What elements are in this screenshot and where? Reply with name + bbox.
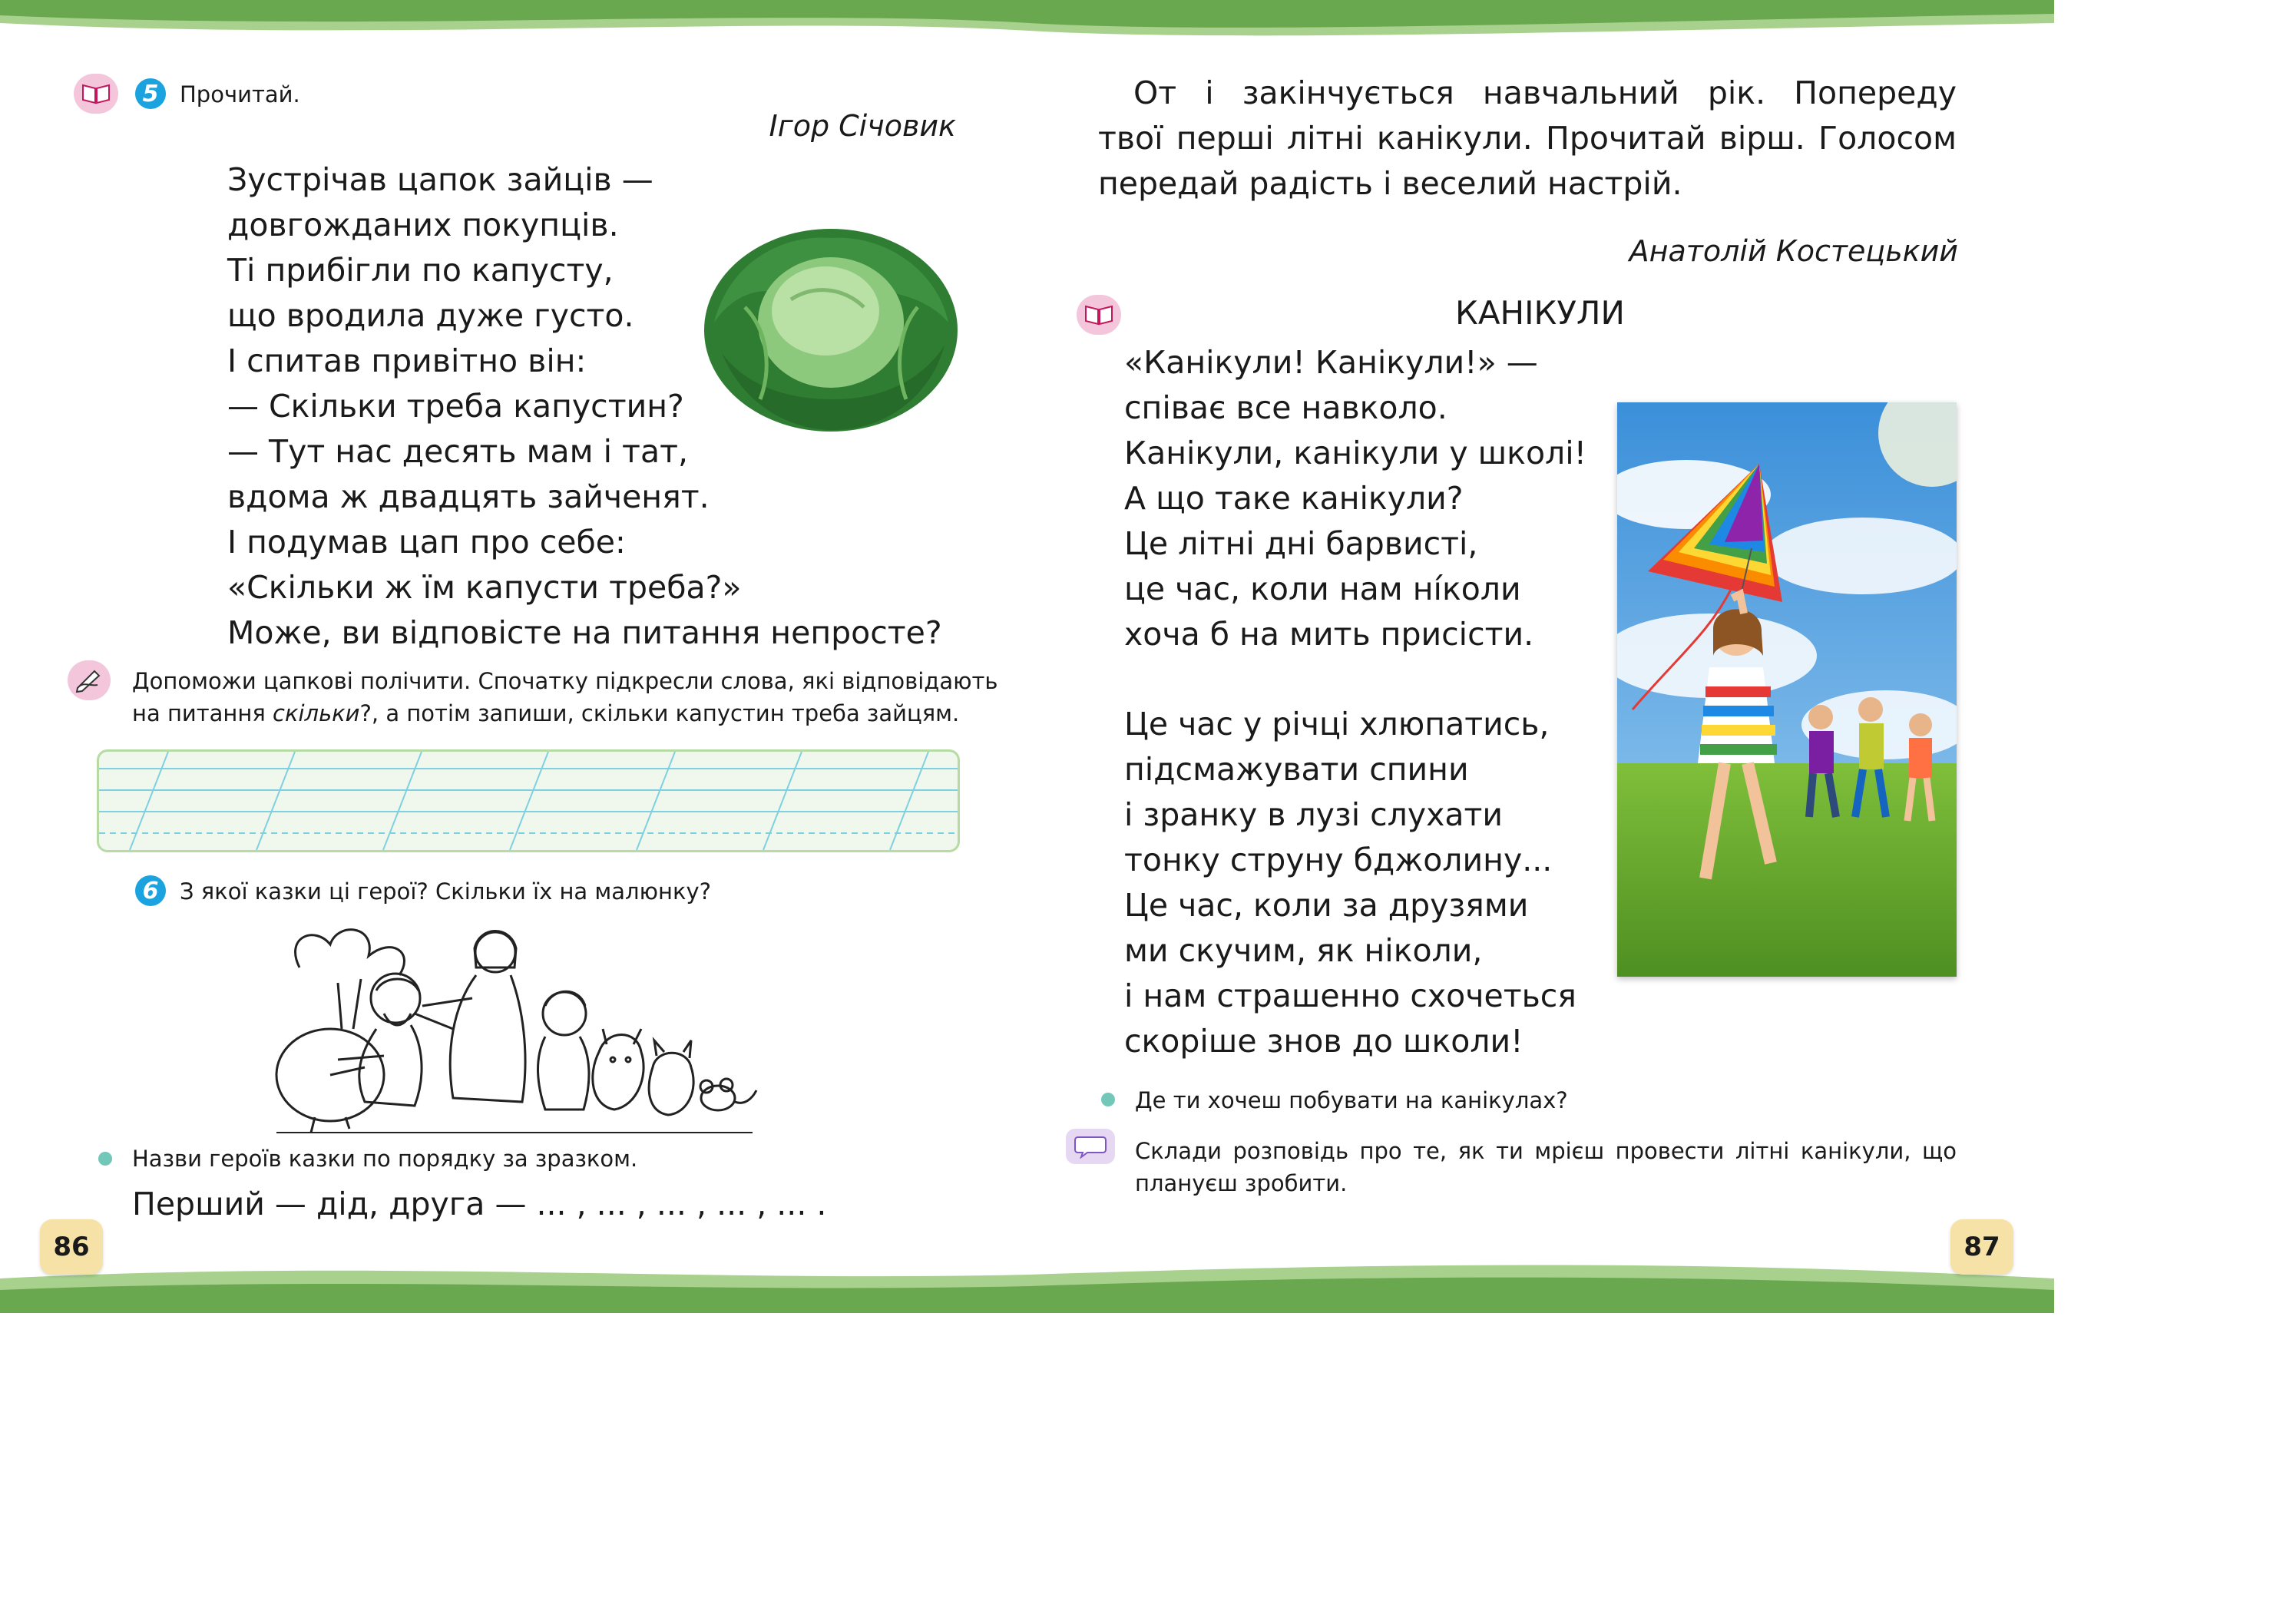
poem-line: «Скільки ж їм капусти треба?» — [227, 569, 742, 606]
intro-line: передай радість і веселий настрій. — [1098, 165, 1682, 202]
poem-line: і нам страшенно схочеться — [1124, 977, 1576, 1014]
poem-line: Канікули, канікули у школі! — [1124, 435, 1587, 471]
page-number-left: 86 — [40, 1219, 103, 1275]
poem-line: довгожданих покупців. — [227, 207, 619, 243]
poem-line: хоча б на мить присісти. — [1124, 616, 1534, 653]
poem-line: це час, коли нам ні́коли — [1124, 571, 1521, 607]
poem-author-left: Ігор Січовик — [769, 109, 956, 143]
sample-answer: Перший — дід, друга — ... , ... , ... , ... , ... . — [132, 1186, 827, 1222]
bottom-wave-band — [0, 1244, 2054, 1313]
page-number-right: 87 — [1950, 1219, 2013, 1275]
task-6-prompt: З якої казки ці герої? Скільки їх на малюнку? — [180, 878, 712, 905]
writing-lines-field[interactable] — [97, 749, 960, 852]
poem-line: — Тут нас десять мам і тат, — [227, 433, 688, 470]
book-icon — [1077, 295, 1121, 335]
poem-line: Це час у річці хлюпатись, — [1124, 706, 1550, 743]
poem-line: ми скучим, як ніколи, — [1124, 932, 1483, 969]
bullet-dot — [1101, 1093, 1115, 1106]
task-5-prompt: Прочитай. — [180, 81, 300, 107]
intro-line: От і закінчується навчальний рік. Попереду — [1133, 74, 1957, 111]
question-right: Де ти хочеш побувати на канікулах? — [1135, 1087, 1568, 1113]
poem-line: І подумав цап про себе: — [227, 524, 626, 561]
bullet-prompt-left: Назви героїв казки по порядку за зразком. — [132, 1146, 638, 1172]
poem-line: скоріше знов до школи! — [1124, 1023, 1523, 1060]
speech-task-line-2: плануєш зробити. — [1135, 1170, 1348, 1196]
poem-line: співає все навколо. — [1124, 389, 1447, 426]
poem-right-stanza-1 — [1124, 340, 1586, 657]
book-icon — [74, 74, 118, 114]
poem-line: А що таке канікули? — [1124, 480, 1464, 517]
poem-author-right: Анатолій Костецький — [1629, 234, 1958, 268]
intro-text — [1098, 71, 1957, 207]
poem-line: Це час, коли за друзями — [1124, 887, 1529, 924]
poem-line: і зранку в лузі слухати — [1124, 796, 1504, 833]
poem-line: підсмажувати спини — [1124, 751, 1469, 788]
pencil-hand-icon — [68, 660, 111, 700]
poem-line: Це літні дні барвисті, — [1124, 525, 1478, 562]
speech-bubble-icon — [1066, 1129, 1115, 1164]
poem-line: Ті прибігли по капусту, — [227, 252, 614, 289]
poem-line: Може, ви відповісте на питання непросте? — [227, 614, 942, 651]
task-5-number: 5 — [135, 78, 166, 109]
bullet-dot — [98, 1152, 112, 1166]
poem-line: І спитав привітно він: — [227, 342, 587, 379]
poem-line: «Канікули! Канікули!» — — [1124, 344, 1538, 381]
poem-line: що вродила дуже густо. — [227, 297, 634, 334]
poem-line: вдома ж двадцять зайченят. — [227, 478, 710, 515]
writing-task-line-2: на питання скільки?, а потім запиши, скільки капустин треба зайцям. — [132, 700, 960, 726]
task-6-number: 6 — [135, 875, 166, 906]
cabbage-illustration — [699, 215, 964, 438]
intro-line: твої перші літні канікули. Прочитай вірш. Голосом — [1098, 120, 1957, 157]
speech-task-text — [1135, 1135, 1957, 1199]
top-wave-band — [0, 0, 2054, 46]
poem-line: — Скільки треба капустин? — [227, 388, 684, 425]
turnip-story-illustration — [269, 921, 760, 1136]
writing-task-line-1: Допоможи цапкові полічити. Спочатку підкресли слова, які відповідають — [132, 668, 998, 694]
kite-children-photo — [1617, 402, 1957, 977]
poem-line: тонку струну бджолину... — [1124, 842, 1553, 878]
poem-right-stanza-2 — [1124, 702, 1576, 1064]
poem-line: Зустрічав цапок зайців — — [227, 161, 653, 198]
writing-task-text — [132, 665, 998, 729]
poem-title: КАНІКУЛИ — [1455, 294, 1625, 332]
speech-task-line-1: Склади розповідь про те, як ти мрієш провести літні канікули, що — [1135, 1138, 1957, 1164]
